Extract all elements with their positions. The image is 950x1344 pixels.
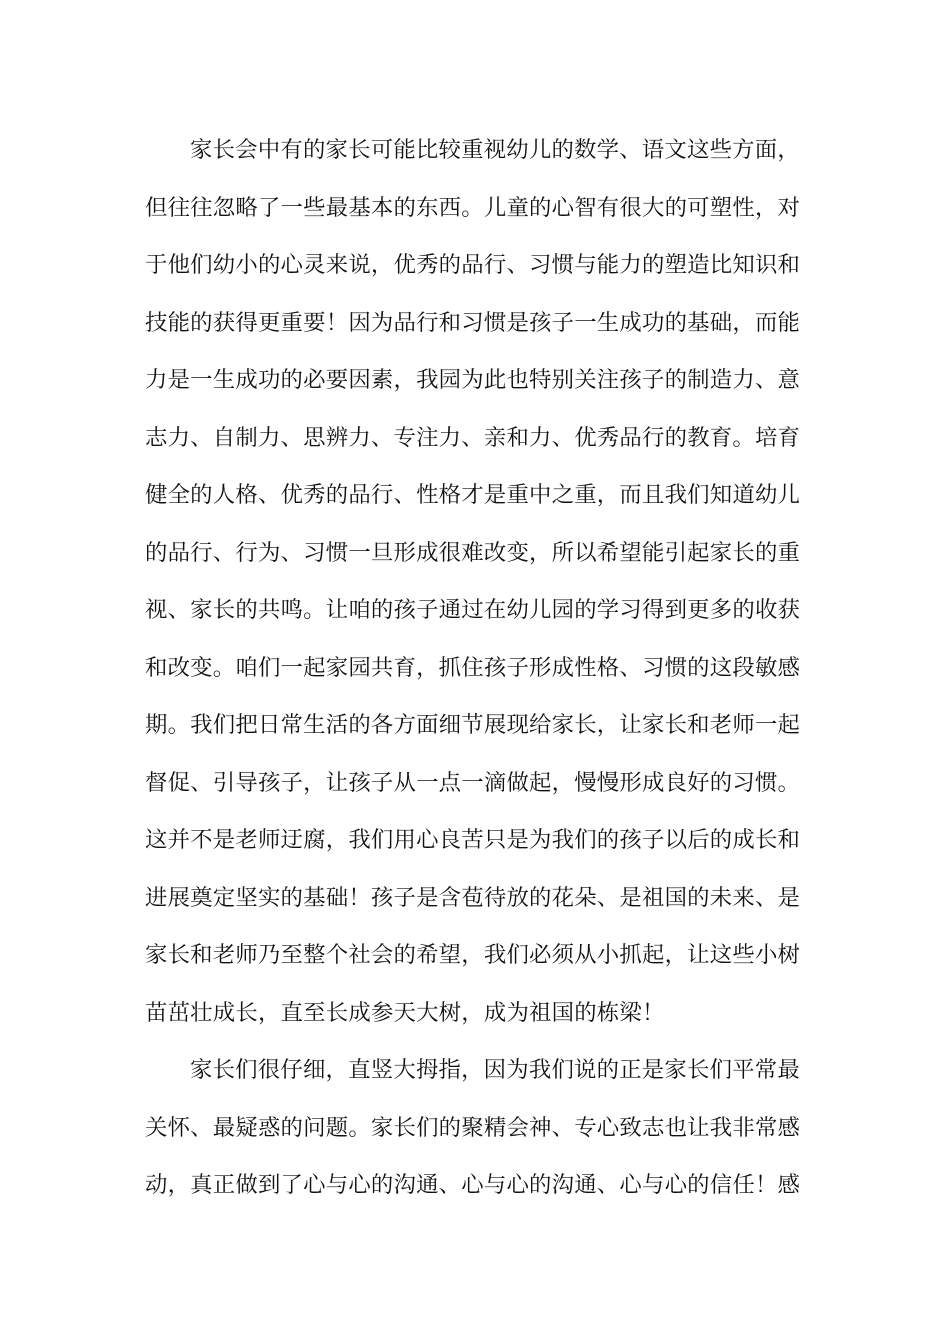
paragraph-line: 技能的获得更重要！因为品行和习惯是孩子一生成功的基础，而能 [145,310,801,336]
paragraph-line: 力是一生成功的必要因素，我园为此也特别关注孩子的制造力、意 [145,367,801,393]
paragraph-line: 视、家长的共鸣。让咱的孩子通过在幼儿园的学习得到更多的收获 [145,597,801,623]
paragraph-line: 关怀、最疑惑的问题。家长们的聚精会神、专心致志也让我非常感 [145,1115,801,1141]
paragraph-line: 于他们幼小的心灵来说，优秀的品行、习惯与能力的塑造比知识和 [145,252,801,278]
paragraph-line: 苗茁壮成长，直至长成参天大树，成为祖国的栋梁！ [145,1000,665,1026]
paragraph-line: 和改变。咱们一起家园共育，抓住孩子形成性格、习惯的这段敏感 [145,655,801,681]
paragraph-line: 期。我们把日常生活的各方面细节展现给家长，让家长和老师一起 [145,712,801,738]
paragraph-line: 督促、引导孩子，让孩子从一点一滴做起，慢慢形成良好的习惯。 [145,770,801,796]
paragraph-line: 进展奠定坚实的基础！孩子是含苞待放的花朵、是祖国的未来、是 [145,885,801,911]
paragraph-line: 但往往忽略了一些最基本的东西。儿童的心智有很大的可塑性，对 [145,195,801,221]
paragraph-line: 的品行、行为、习惯一旦形成很难改变，所以希望能引起家长的重 [145,540,801,566]
paragraph-line: 家长和老师乃至整个社会的希望，我们必须从小抓起，让这些小树 [145,942,801,968]
paragraph-line: 健全的人格、优秀的品行、性格才是重中之重，而且我们知道幼儿 [145,482,801,508]
paragraph-line: 动，真正做到了心与心的沟通、心与心的沟通、心与心的信任！感 [145,1172,801,1198]
paragraph-line: 家长会中有的家长可能比较重视幼儿的数学、语文这些方面， [190,137,800,163]
paragraph-line: 志力、自制力、思辨力、专注力、亲和力、优秀品行的教育。培育 [145,425,801,451]
paragraph-line: 家长们很仔细，直竖大拇指，因为我们说的正是家长们平常最 [190,1057,800,1083]
paragraph-line: 这并不是老师迂腐，我们用心良苦只是为我们的孩子以后的成长和 [145,827,801,853]
